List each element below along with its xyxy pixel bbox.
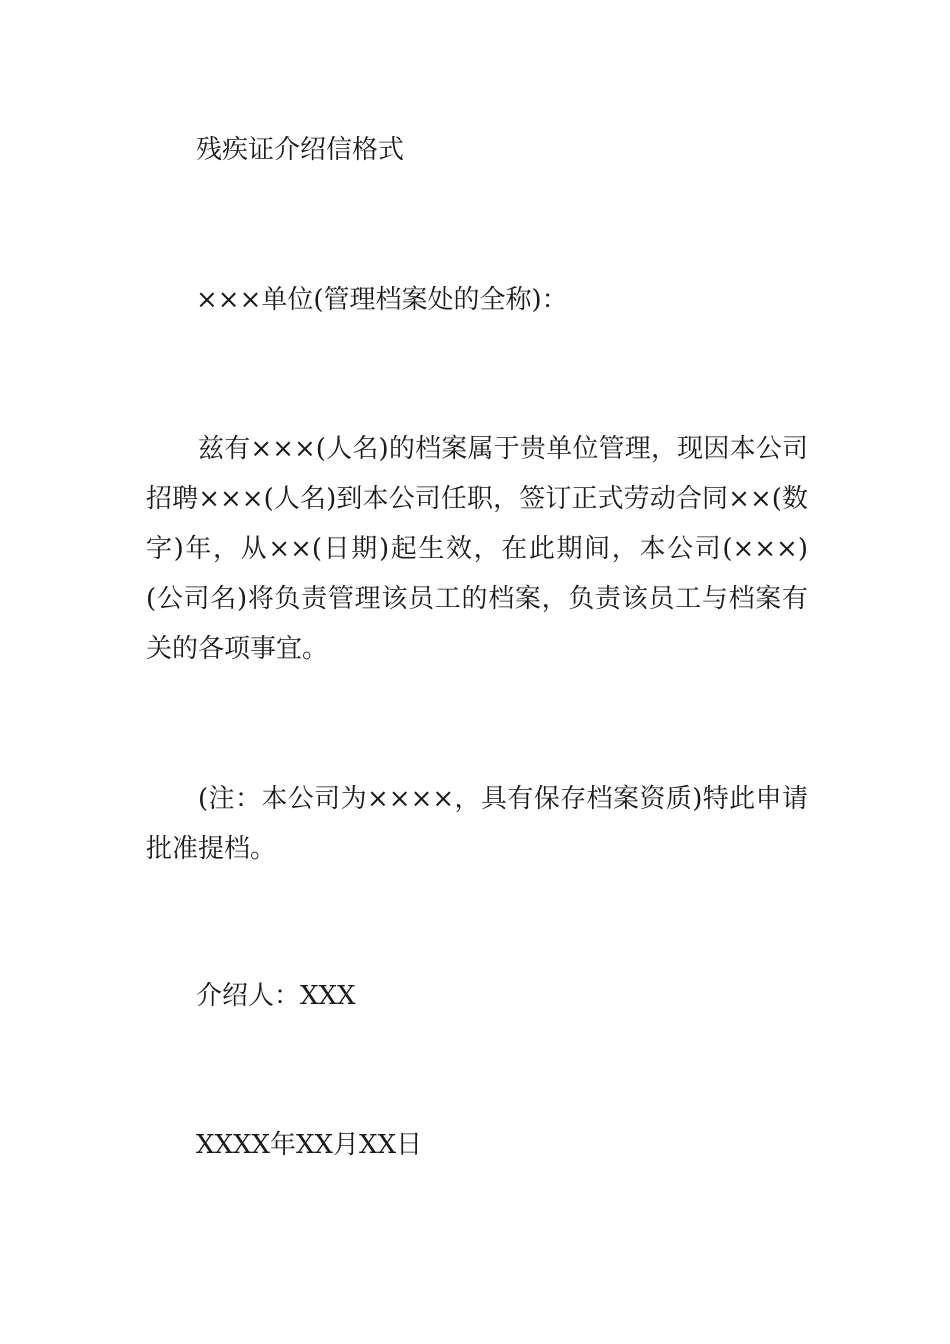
date-line: XXXX年XX月XX日 [196, 1130, 423, 1160]
note-paragraph: (注：本公司为××××，具有保存档案资质)特此申请批准提档。 [146, 784, 808, 864]
document-title: 残疾证介绍信格式 [196, 135, 405, 165]
body-paragraph: 兹有×××(人名)的档案属于贵单位管理，现因本公司招聘×××(人名)到本公司任职，签订正式劳动合同××(数字)年，从××(日期)起生效，在此期间，本公司(×××)(公司名)将负责管理该员工的档案，负责该员工与档案有关的各项事宜。 [146, 434, 808, 664]
introducer-line: 介绍人：XXX [196, 981, 356, 1011]
salutation: ×××单位(管理档案处的全称)： [196, 285, 568, 315]
